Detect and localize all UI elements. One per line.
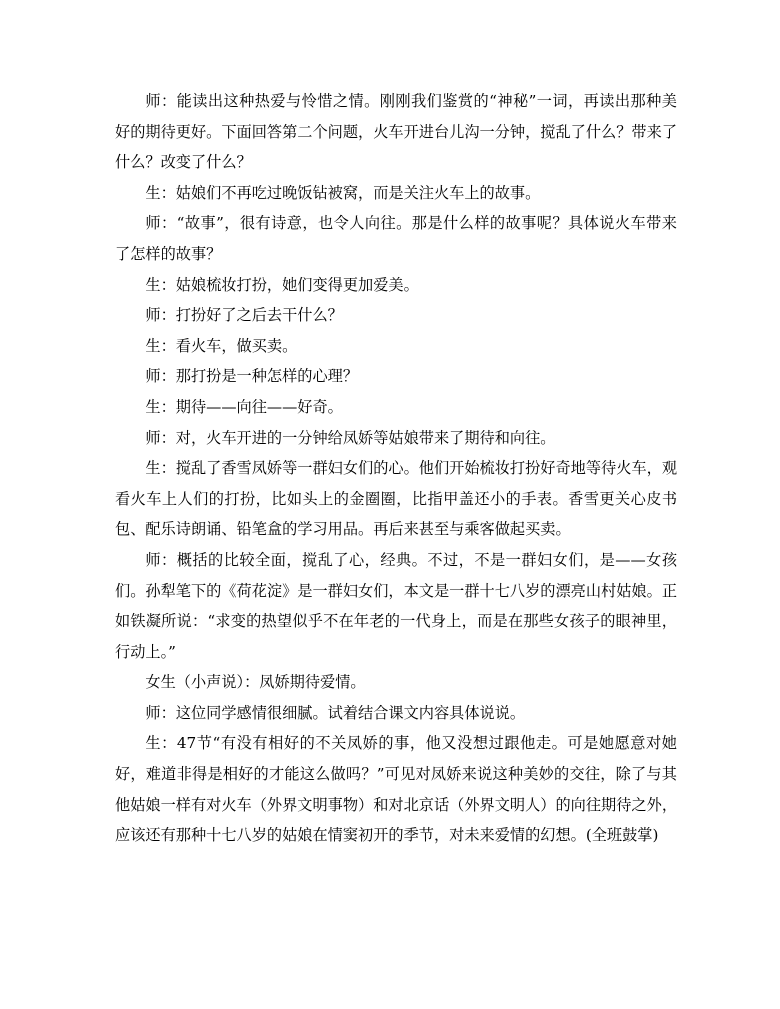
paragraph: 生：搅乱了香雪凤娇等一群妇女们的心。他们开始梳妆打扮好奇地等待火车，观看火车上人们的打扮，比如头上的金圈圈，比指甲盖还小的手表。香雪更关心皮书包、配乐诗朗诵、铅笔盒的学习用品。再后来甚至与乘客做起买卖。 (115, 459, 677, 539)
paragraph: 生：姑娘梳妆打扮，她们变得更加爱美。 (145, 275, 419, 294)
paragraph: 师：概括的比较全面，搅乱了心，经典。不过，不是一群妇女们，是——女孩们。孙犁笔下的《荷花淀》是一群妇女们，本文是一群十七八岁的漂亮山村姑娘。正如铁凝所说：“求变的热望似乎不在年老的一代身上，而是在那些女孩子的眼神里，行动上。” (115, 550, 677, 661)
paragraph: 师：打扮好了之后去干什么？ (145, 306, 343, 325)
paragraph: 师：那打扮是一种怎样的心理？ (145, 367, 359, 386)
paragraph: 师：对，火车开进的一分钟给凤娇等姑娘带来了期待和向往。 (145, 428, 556, 447)
paragraph: 生：姑娘们不再吃过晚饭钻被窝，而是关注火车上的故事。 (145, 183, 541, 202)
paragraph: 生：看火车，做买卖。 (145, 336, 298, 355)
paragraph: 师：“故事”，很有诗意，也令人向往。那是什么样的故事呢？具体说火车带来了怎样的故事？ (115, 214, 677, 263)
paragraph: 生：期待——向往——好奇。 (145, 397, 343, 416)
paragraph: 女生（小声说）：凤娇期待爱情。 (145, 673, 366, 692)
paragraph: 师：这位同学感情很细腻。试着结合课文内容具体说说。 (145, 703, 526, 722)
paragraph: 师：能读出这种热爱与怜惜之情。刚刚我们鉴赏的“神秘”一词，再读出那种美好的期待更好。下面回答第二个问题，火车开进台儿沟一分钟，搅乱了什么？带来了什么？改变了什么？ (115, 92, 677, 172)
document-body (115, 86, 677, 851)
paragraph: 生：47节“有没有相好的不关凤娇的事，他又没想过跟他走。可是她愿意对她好，难道非得是相好的才能这么做吗？”可见对凤娇来说这种美妙的交往，除了与其他姑娘一样有对火车（外界文明事物）和对北京话（外界文明人）的向往期待之外，应该还有那种十七八岁的姑娘在情窦初开的季节，对未来爱情的幻想。(全班鼓掌) (115, 734, 677, 845)
